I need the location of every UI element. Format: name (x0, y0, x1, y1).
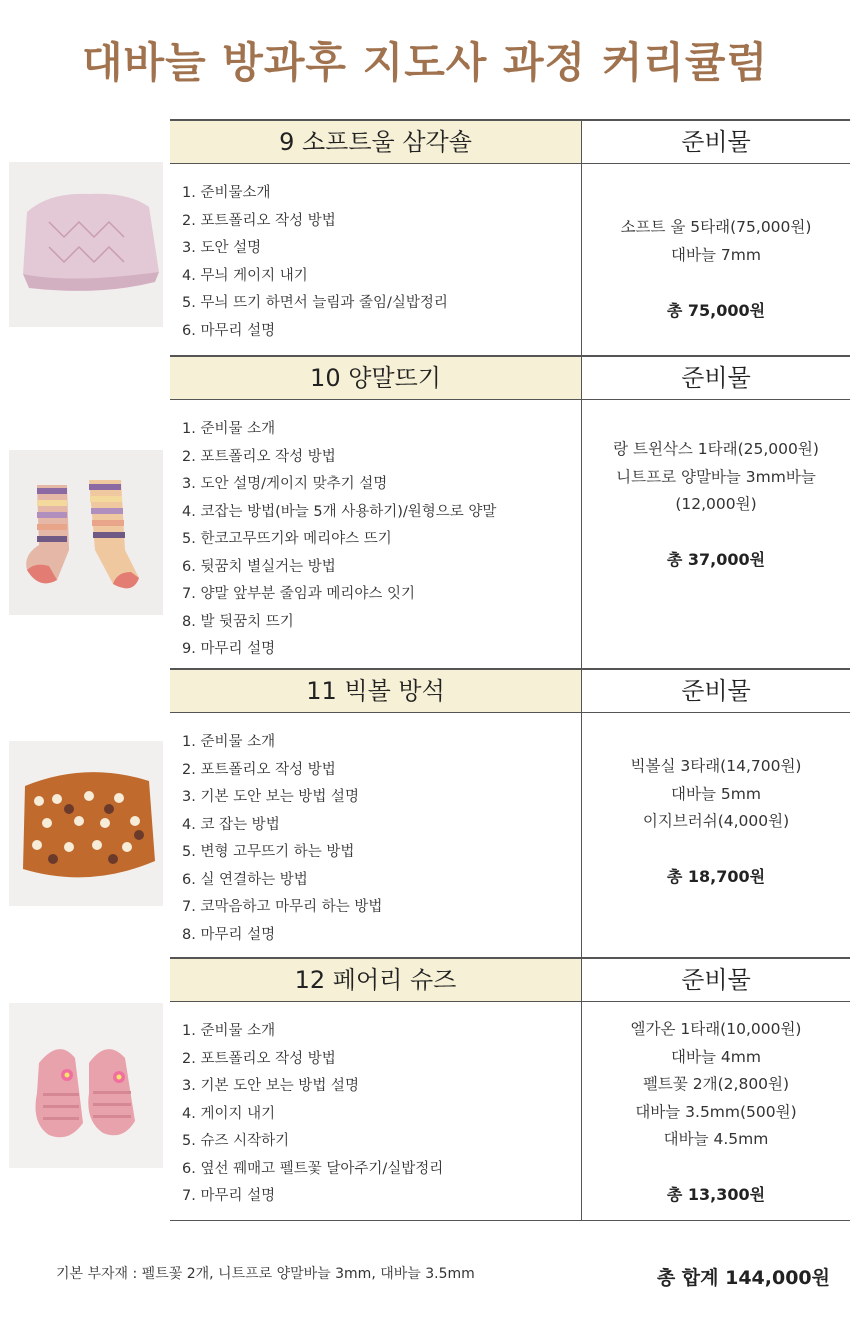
step-item: 2. 포트폴리오 작성 방법 (182, 761, 336, 778)
materials-cell (581, 1002, 850, 1221)
materials-header: 준비물 (581, 668, 850, 713)
step-item: 5. 무늬 뜨기 하면서 늘림과 줄임/실밥정리 (182, 295, 448, 311)
materials-cell (581, 164, 850, 356)
materials-header: 준비물 (581, 119, 850, 164)
step-item: 3. 기본 도안 보는 방법 설명 (182, 789, 359, 805)
steps-list (170, 164, 581, 345)
step-item: 3. 도안 설명 (182, 240, 262, 256)
step-item: 9. 마무리 설명 (182, 641, 276, 657)
section-total: 총 18,700원 (666, 867, 766, 886)
material-item: 엘가온 1타래(10,000원) (630, 1020, 802, 1038)
step-item: 1. 준비물 소개 (182, 421, 276, 437)
section-title: 10 양말뜨기 (170, 355, 581, 400)
material-item: 대바늘 3.5mm(500원) (635, 1102, 797, 1121)
step-item: 3. 기본 도안 보는 방법 설명 (182, 1078, 359, 1094)
step-item: 8. 마무리 설명 (182, 926, 276, 943)
steps-list (170, 400, 581, 664)
section-total: 총 13,300원 (666, 1185, 766, 1204)
step-item: 3. 도안 설명/게이지 맞추기 설명 (182, 476, 388, 492)
step-item: 7. 마무리 설명 (182, 1188, 276, 1204)
materials-header: 준비물 (581, 355, 850, 400)
bigball-cushion-photo (9, 741, 163, 906)
step-item: 7. 코막음하고 마무리 하는 방법 (182, 899, 383, 915)
material-item: 이지브러쉬(4,000원) (642, 812, 790, 830)
material-item: 대바늘 5mm (671, 784, 761, 803)
knitted-shawl-photo (9, 162, 163, 327)
step-item: 7. 양말 앞부분 줄임과 메리야스 잇기 (182, 586, 415, 602)
spacer (582, 1154, 850, 1182)
fairy-shoes-photo (9, 1003, 163, 1168)
knitted-socks-photo (9, 450, 163, 615)
step-item: 4. 코 잡는 방법 (182, 816, 280, 833)
section-title: 11 빅볼 방석 (170, 668, 581, 713)
steps-list (170, 713, 581, 949)
step-item: 4. 무늬 게이지 내기 (182, 267, 308, 284)
materials-cell (581, 400, 850, 669)
curriculum-section-12 (0, 957, 850, 1222)
curriculum-section-9 (0, 119, 850, 356)
curriculum-section-11 (0, 668, 850, 958)
step-item: 1. 준비물 소개 (182, 1023, 276, 1039)
footer-note: 기본 부자재 : 펠트꽃 2개, 니트프로 양말바늘 3mm, 대바늘 3.5mm (56, 1266, 475, 1282)
step-item: 5. 변형 고무뜨기 하는 방법 (182, 844, 355, 860)
table-bottom-border (170, 1220, 850, 1221)
section-title: 12 페어리 슈즈 (170, 957, 581, 1002)
step-item: 2. 포트폴리오 작성 방법 (182, 1050, 336, 1067)
material-item: 니트프로 양말바늘 3mm바늘 (616, 467, 816, 486)
step-item: 4. 게이지 내기 (182, 1105, 276, 1122)
spacer (582, 269, 850, 297)
step-item: 4. 코잡는 방법(바늘 5개 사용하기)/원형으로 양말 (182, 503, 497, 520)
spacer (582, 519, 850, 547)
step-item: 6. 마무리 설명 (182, 322, 276, 339)
material-item: 대바늘 7mm (671, 245, 761, 264)
section-total: 총 75,000원 (666, 300, 766, 320)
step-item: 1. 준비물 소개 (182, 734, 276, 750)
step-item: 2. 포트폴리오 작성 방법 (182, 212, 336, 229)
section-total: 총 37,000원 (666, 550, 766, 569)
material-item: 빅볼실 3타래(14,700원) (630, 757, 802, 775)
step-item: 6. 실 연결하는 방법 (182, 871, 308, 888)
material-item: (12,000원) (675, 495, 757, 513)
page-title: 대바늘 방과후 지도사 과정 커리큘럼 (81, 38, 769, 87)
steps-list (170, 1002, 581, 1211)
material-item: 랑 트윈삭스 1타래(25,000원) (613, 440, 819, 458)
grand-total: 총 합계 144,000원 (656, 1267, 830, 1289)
step-item: 6. 뒷꿈치 별실거는 방법 (182, 558, 336, 575)
materials-header: 준비물 (581, 957, 850, 1002)
material-item: 소프트 울 5타래(75,000원) (620, 218, 812, 236)
material-item: 펠트꽃 2개(2,800원) (642, 1075, 790, 1093)
step-item: 2. 포트폴리오 작성 방법 (182, 448, 336, 465)
curriculum-section-10 (0, 355, 850, 669)
section-title: 9 소프트울 삼각숄 (170, 119, 581, 164)
step-item: 5. 슈즈 시작하기 (182, 1133, 290, 1149)
step-item: 1. 준비물소개 (182, 185, 271, 201)
spacer (582, 836, 850, 864)
step-item: 8. 발 뒷꿈치 뜨기 (182, 613, 294, 630)
material-item: 대바늘 4mm (671, 1047, 761, 1066)
step-item: 6. 옆선 꿰매고 펠트꽃 달아주기/실밥정리 (182, 1160, 444, 1177)
material-item: 대바늘 4.5mm (663, 1130, 769, 1148)
step-item: 5. 한코고무뜨기와 메리야스 뜨기 (182, 531, 392, 547)
materials-cell (581, 713, 850, 958)
